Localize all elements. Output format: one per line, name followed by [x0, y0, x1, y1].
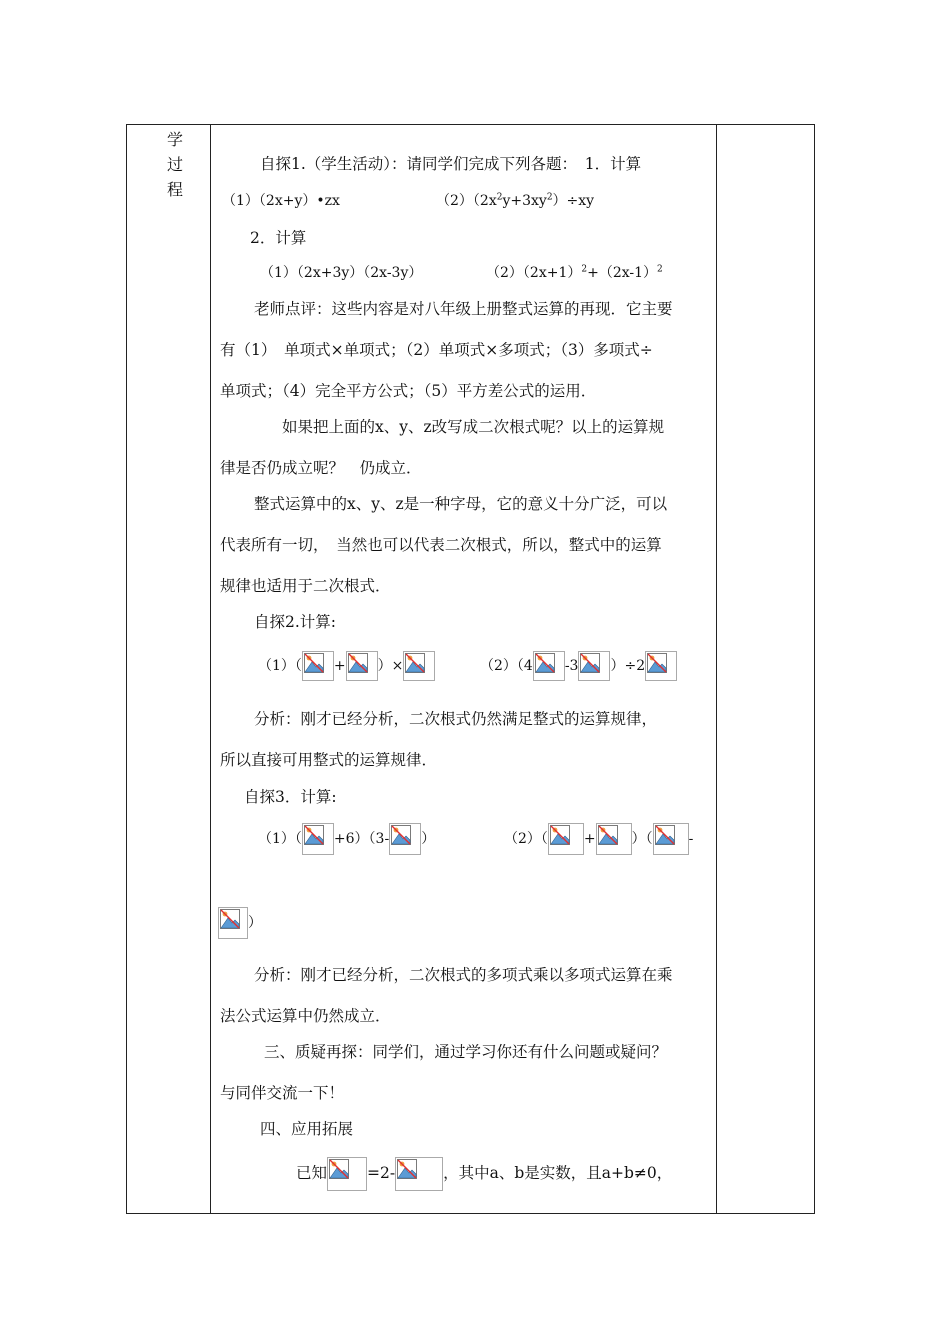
exercise-1-2: [436, 190, 594, 210]
broken-image-icon: [389, 823, 421, 855]
exercise-e2-2: [480, 651, 677, 681]
expr-part: +6）（3-: [333, 831, 390, 847]
explanation-line-3: 规律也适用于二次根式．: [220, 577, 391, 595]
broken-image-icon: [327, 1157, 367, 1191]
exploration-1-heading: 自探1.（学生活动）：请同学们完成下列各题： 1．计算: [260, 155, 642, 173]
teacher-comment-line-1: 老师点评：这些内容是对八年级上册整式运算的再现．它主要: [254, 300, 673, 318]
application-problem: [296, 1157, 672, 1191]
side-char: 程: [166, 180, 183, 199]
broken-image-icon: [653, 823, 689, 855]
exercise-2-2: [486, 262, 663, 282]
teacher-comment-line-2: 有（1） 单项式×单项式；（2）单项式×多项式；（3）多项式÷: [220, 341, 653, 359]
section-3-line-1: 三、质疑再探：同学们，通过学习你还有什么问题或疑问？: [264, 1043, 668, 1061]
expr-part: ）: [421, 831, 436, 847]
broken-image-icon: [346, 651, 378, 681]
broken-image-icon: [302, 823, 334, 855]
expr-part: =2-: [367, 1164, 396, 1182]
analysis-2-line-2: 法公式运算中仍然成立．: [220, 1007, 391, 1025]
expr-part: 已知: [296, 1164, 328, 1182]
column-divider-right: [716, 125, 717, 1213]
expr-part: -3: [564, 658, 579, 674]
exercise-e3-2-continued: [218, 907, 262, 939]
exploration-3-heading: 自探3．计算:: [244, 788, 337, 806]
side-label: [165, 127, 185, 202]
broken-image-icon: [218, 907, 248, 939]
explanation-line-1: 整式运算中的x、y、z是一种字母，它的意义十分广泛，可以: [254, 495, 668, 513]
exploration-2-heading: 自探2.计算:: [254, 613, 337, 631]
expr-part: （2）（: [504, 831, 548, 847]
broken-image-icon: [596, 823, 632, 855]
question-line-2: 律是否仍成立呢？ 仍成立．: [220, 459, 422, 477]
broken-image-icon: [548, 823, 584, 855]
expr-part: （2）（4: [480, 658, 533, 674]
broken-image-icon: [533, 651, 565, 681]
analysis-2-line-1: 分析：刚才已经分析，二次根式的多项式乘以多项式运算在乘: [254, 966, 673, 984]
section-4-heading: 四、应用拓展: [260, 1120, 354, 1138]
explanation-line-2: 代表所有一切， 当然也可以代表二次根式，所以，整式中的运算: [220, 536, 662, 554]
broken-image-icon: [302, 651, 334, 681]
broken-image-icon: [395, 1157, 443, 1191]
broken-image-icon: [578, 651, 610, 681]
section-2-heading: 2．计算: [250, 229, 307, 247]
exponent: 2: [581, 264, 588, 275]
expr-part: ，其中a、b是实数，且a+b≠0，: [443, 1164, 673, 1182]
expr-part: ）×: [377, 658, 404, 674]
broken-image-icon: [645, 651, 677, 681]
expr-part: ）÷xy: [552, 193, 595, 209]
question-line-1: 如果把上面的x、y、z改写成二次根式呢？以上的运算规: [282, 418, 665, 436]
exercise-2-1: （1）（2x+3y）（2x-3y）: [260, 265, 423, 281]
expr-part: （2）（2x: [436, 193, 497, 209]
expr-part: ）÷2: [610, 658, 646, 674]
side-char: 过: [166, 155, 183, 174]
exponent: 2: [496, 192, 503, 203]
expr-part: +（2x-1）: [587, 265, 658, 281]
broken-image-icon: [403, 651, 435, 681]
expr-part: ）（: [631, 831, 653, 847]
expr-part: y+3xy: [502, 193, 547, 209]
section-3-line-2: 与同伴交流一下！: [220, 1084, 345, 1102]
analysis-1-line-2: 所以直接可用整式的运算规律．: [220, 751, 438, 769]
exponent: 2: [657, 264, 663, 275]
expr-part: +: [333, 658, 346, 674]
expr-part: ）: [248, 915, 262, 931]
exercise-e3-2: [504, 823, 693, 855]
exponent: 2: [546, 192, 553, 203]
exercise-e2-1: [258, 651, 435, 681]
expr-part: （1）（: [258, 658, 302, 674]
expr-part: +: [583, 831, 596, 847]
teacher-comment-line-3: 单项式；（4）完全平方公式；（5）平方差公式的运用．: [220, 382, 597, 400]
column-divider-left: [210, 125, 211, 1213]
expr-part: -: [688, 831, 694, 847]
exercise-e3-1: [258, 823, 435, 855]
analysis-1-line-1: 分析：刚才已经分析，二次根式仍然满足整式的运算规律，: [254, 710, 658, 728]
side-char: 学: [166, 130, 183, 149]
exercise-1-1: （1）（2x+y）•zx: [222, 193, 340, 209]
expr-part: （1）（: [258, 831, 302, 847]
expr-part: （2）（2x+1）: [486, 265, 582, 281]
